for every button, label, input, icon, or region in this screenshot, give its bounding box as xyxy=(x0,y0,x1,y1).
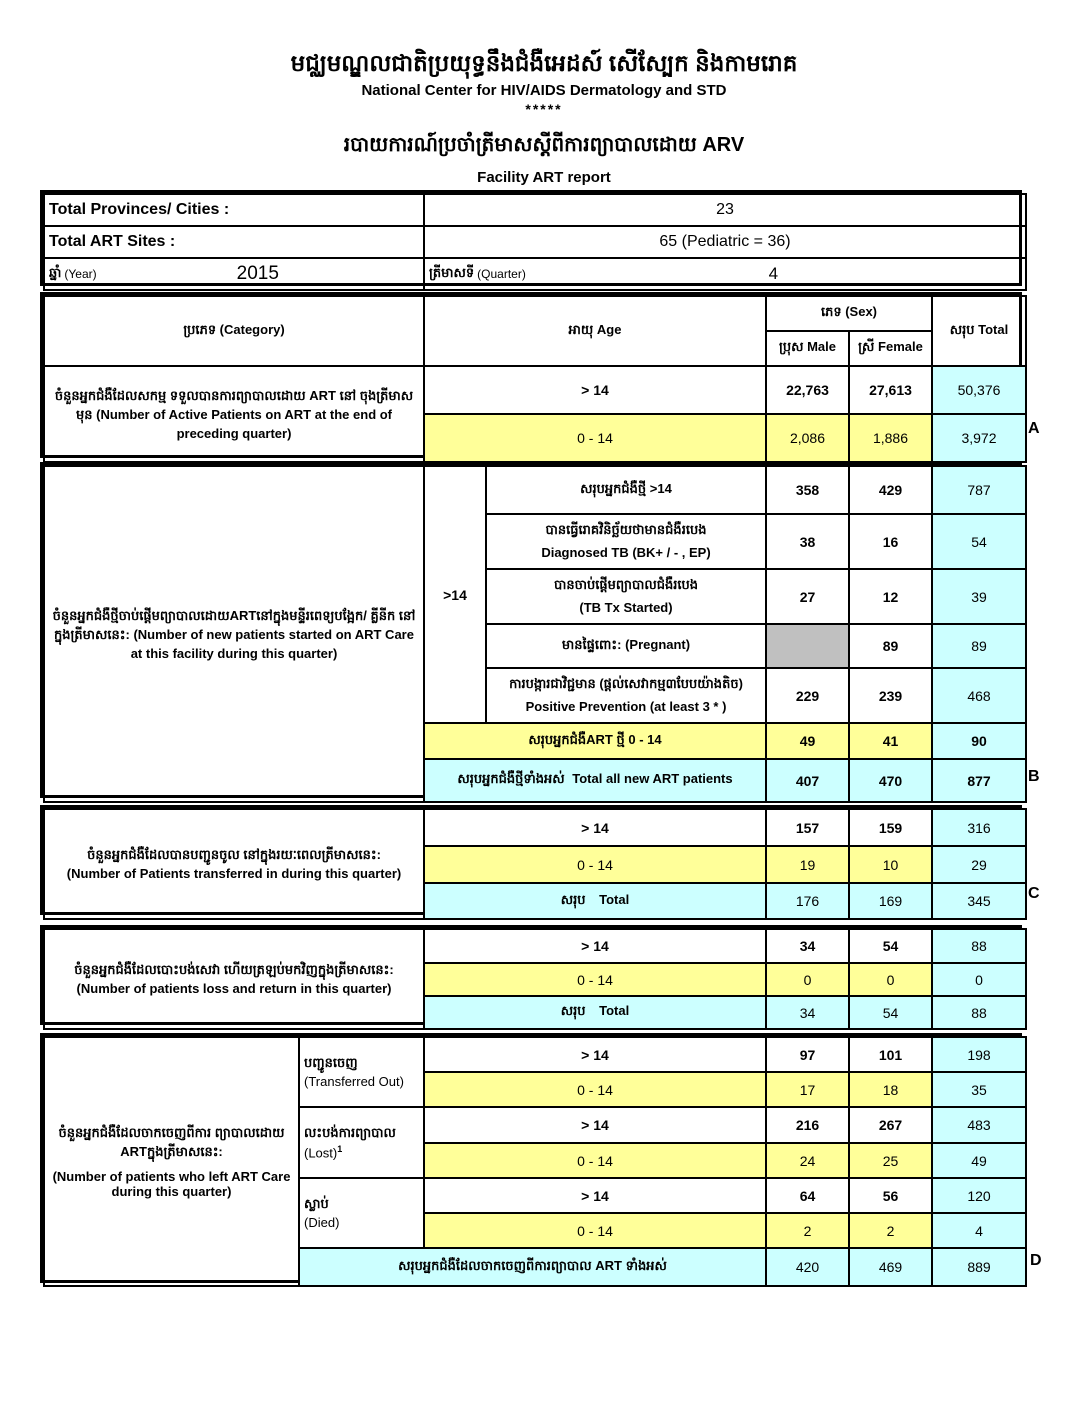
quarter-cell xyxy=(424,258,1026,290)
male-value: 176 xyxy=(766,883,849,919)
female-value: 54 xyxy=(849,929,932,963)
total-value: 50,376 xyxy=(932,366,1026,414)
age-value: 0 - 14 xyxy=(424,1213,766,1248)
section-d-label xyxy=(44,1037,299,1286)
section-a-label-khmer: ចំនួនអ្នកជំងឺដែលសកម្ម ទទួលបានការព្យាបាលដោយ ART នៅ ចុងត្រីមាសមុន xyxy=(54,387,414,422)
total-value: 89 xyxy=(932,624,1026,668)
section-c-label xyxy=(44,809,424,919)
total-value: 468 xyxy=(932,668,1026,723)
provinces-label: Total Provinces/ Cities : xyxy=(44,194,424,226)
group-label-transferred-out xyxy=(299,1037,424,1107)
group-label-khmer: បញ្ជូនចេញ xyxy=(304,1055,358,1070)
male-value: 0 xyxy=(766,963,849,996)
group-label-english xyxy=(304,1074,419,1089)
group-label-lost xyxy=(299,1107,424,1178)
row-label-english: Positive Prevention (at least 3 * ) xyxy=(525,698,727,714)
age-value: > 14 xyxy=(424,1178,766,1213)
female-value: 470 xyxy=(849,759,932,802)
male-value: 157 xyxy=(766,809,849,846)
male-value: 229 xyxy=(766,668,849,723)
group-label-khmer: លះបង់ការព្យាបាល xyxy=(304,1124,396,1140)
section-b-table xyxy=(40,462,1022,798)
row-label-khmer: បានចាប់ផ្ដើមព្យាបាលជំងឺរបេង xyxy=(554,577,698,593)
age-value: > 14 xyxy=(424,1107,766,1143)
category-header: ប្រភេទ (Category) xyxy=(44,296,424,366)
female-value: 89 xyxy=(849,624,932,668)
age-group-cell: >14 xyxy=(424,466,486,723)
male-value: 22,763 xyxy=(766,366,849,414)
male-header: ប្រុស Male xyxy=(766,331,849,366)
total-value: 88 xyxy=(932,996,1026,1029)
section-c-marker: C xyxy=(1028,885,1040,902)
male-value: 420 xyxy=(766,1248,849,1286)
loss-return-over14-row xyxy=(44,929,1026,963)
year-quarter-row xyxy=(44,258,1026,290)
transfer-in-over14-row xyxy=(44,809,1026,846)
header-row-1 xyxy=(44,296,1026,331)
section-b-label-khmer: ចំនួនអ្នកជំងឺថ្មីចាប់ផ្ដើមព្យាបាលដោយARTនៅក្នុងមន្ទីរពេទ្យបង្អែក/ គ្លីនីក នៅក្នុងត្រីមាសនេះ: xyxy=(52,607,416,642)
total-label xyxy=(424,759,766,802)
section-d-table xyxy=(40,1033,1022,1283)
year-label-english: (Year) xyxy=(64,267,97,281)
total-label-english: Total all new ART patients xyxy=(572,771,733,786)
section-c-table xyxy=(40,805,1022,915)
org-title-khmer: មជ្ឈមណ្ឌលជាតិប្រយុទ្ធនឹងជំងឺអេដស៍ សើស្បែក និងកាមរោគ xyxy=(290,50,798,76)
section-a-label xyxy=(44,366,424,462)
total-value: 483 xyxy=(932,1107,1026,1143)
row-label: សរុបអ្នកជំងឺថ្មី >14 xyxy=(486,466,766,514)
row-label-english: (Pregnant) xyxy=(625,636,691,652)
art-sites-label: Total ART Sites : xyxy=(44,226,424,258)
row-label-khmer: ការបង្ការជាវិជ្ជមាន (ផ្ដល់សេវាកម្ម៣បែបយ៉ាងតិច) xyxy=(509,676,743,692)
row-label-khmer: បានធ្វើរោគវិនិច្ឆ័យថាមានជំងឺរបេង xyxy=(545,522,707,538)
group-label-died xyxy=(299,1178,424,1248)
sex-header: ភេទ (Sex) xyxy=(766,296,932,331)
total-value: 787 xyxy=(932,466,1026,514)
total-value: 54 xyxy=(932,514,1026,569)
male-value: 27 xyxy=(766,569,849,624)
total-value: 35 xyxy=(932,1072,1026,1107)
row-label xyxy=(486,514,766,569)
total-value: 316 xyxy=(932,809,1026,846)
age-value: > 14 xyxy=(424,1037,766,1072)
group-label-khmer: ស្លាប់ xyxy=(304,1196,329,1211)
loss-return-label-english: (Number of patients loss and return in this quarter) xyxy=(76,981,392,996)
active-over14-row xyxy=(44,366,1026,414)
group-label-english xyxy=(304,1215,419,1230)
male-value: 19 xyxy=(766,846,849,883)
total-value: 889 xyxy=(932,1248,1026,1286)
year-value: 2015 xyxy=(236,263,279,284)
quarter-label-english: (Quarter) xyxy=(477,267,526,281)
total-label xyxy=(424,996,766,1029)
female-value: 1,886 xyxy=(849,414,932,462)
age-value: > 14 xyxy=(424,809,766,846)
total-label xyxy=(424,883,766,919)
male-value: 358 xyxy=(766,466,849,514)
total-value: 4 xyxy=(932,1213,1026,1248)
row-label-english: Diagnosed TB (BK+ / - , EP) xyxy=(541,544,711,560)
loss-return-label-khmer: ចំនួនអ្នកជំងឺដែលបោះបង់សេវា ហើយត្រឡប់មកវិញក្នុងត្រីមាសនេះ: xyxy=(74,962,394,977)
section-d-marker: D xyxy=(1030,1252,1042,1269)
male-value: 64 xyxy=(766,1178,849,1213)
male-value: 38 xyxy=(766,514,849,569)
male-value: 216 xyxy=(766,1107,849,1143)
total-label-khmer: សរុបអ្នកជំងឺថ្មីទាំងអស់ xyxy=(457,771,565,786)
provinces-value: 23 xyxy=(424,194,1026,226)
female-value: 101 xyxy=(849,1037,932,1072)
report-header xyxy=(0,50,1088,186)
lost-footnote-marker: 1 xyxy=(337,1143,343,1154)
group-label-english-text: (Transferred Out) xyxy=(304,1074,404,1089)
provinces-row xyxy=(44,194,1026,226)
row-label xyxy=(486,569,766,624)
female-value: 169 xyxy=(849,883,932,919)
row-label-khmer: មានផ្ទៃពោះ: xyxy=(561,636,622,652)
section-a-marker: A xyxy=(1028,420,1040,437)
year-label-khmer: ឆ្នាំ xyxy=(49,264,62,280)
section-d-label-khmer-1: ចំនួនអ្នកជំងឺដែលចាកចេញពីការ ព្យាបាលដោយ xyxy=(58,1124,285,1140)
age-value: 0 - 14 xyxy=(424,963,766,996)
section-d-label-khmer-2: ARTក្នុងត្រីមាសនេះ: xyxy=(120,1143,223,1159)
total-label-english: Total xyxy=(599,891,630,907)
total-label: សរុបអ្នកជំងឺដែលចាកចេញពីការព្យាបាល ART ទាំងអស់ xyxy=(299,1248,766,1286)
female-value: 18 xyxy=(849,1072,932,1107)
total-header: សរុប Total xyxy=(932,296,1026,366)
report-title-khmer: របាយការណ៍ប្រចាំត្រីមាសស្ដីពីការព្យាបាលដោយ ARV xyxy=(343,133,745,156)
art-sites-value: 65 (Pediatric = 36) xyxy=(424,226,1026,258)
total-value: 345 xyxy=(932,883,1026,919)
age-header: អាយុ Age xyxy=(424,296,766,366)
row-label-english: (TB Tx Started) xyxy=(579,599,673,615)
male-value: 34 xyxy=(766,929,849,963)
total-value: 29 xyxy=(932,846,1026,883)
org-title-english: National Center for HIV/AIDS Dermatology and STD xyxy=(361,81,727,99)
female-value: 10 xyxy=(849,846,932,883)
group-label-english xyxy=(304,1144,419,1160)
male-value: 407 xyxy=(766,759,849,802)
loss-return-label xyxy=(44,929,424,1029)
total-value: 49 xyxy=(932,1143,1026,1178)
section-d-label-english: (Number of patients who left ART Care during this quarter) xyxy=(52,1168,291,1199)
female-value: 267 xyxy=(849,1107,932,1143)
quarter-label-khmer: ត្រីមាសទី xyxy=(429,264,475,280)
age-value: 0 - 14 xyxy=(424,414,766,462)
age-value: > 14 xyxy=(424,366,766,414)
total-value: 198 xyxy=(932,1037,1026,1072)
female-value: 429 xyxy=(849,466,932,514)
female-value: 2 xyxy=(849,1213,932,1248)
female-value: 54 xyxy=(849,996,932,1029)
female-value: 16 xyxy=(849,514,932,569)
report-title-english: Facility ART report xyxy=(477,168,611,186)
total-value: 3,972 xyxy=(932,414,1026,462)
loss-return-table xyxy=(40,925,1022,1025)
total-value: 0 xyxy=(932,963,1026,996)
female-value: 159 xyxy=(849,809,932,846)
female-value: 469 xyxy=(849,1248,932,1286)
row-label xyxy=(486,668,766,723)
male-value-blocked xyxy=(766,624,849,668)
age-value: 0 - 14 xyxy=(424,1143,766,1178)
section-c-label-khmer: ចំនួនអ្នកជំងឺដែលបានបញ្ជូនចូល នៅក្នុងរយៈពេលត្រីមាសនេះ: xyxy=(87,847,381,862)
total-value: 877 xyxy=(932,759,1026,802)
age-value: 0 - 14 xyxy=(424,1072,766,1107)
section-b-label-english: (Number of new patients started on ART Care at this facility during this quarter) xyxy=(130,626,414,661)
male-value: 49 xyxy=(766,723,849,759)
star-divider: ***** xyxy=(525,100,563,117)
section-a-table xyxy=(40,292,1022,458)
female-value: 27,613 xyxy=(849,366,932,414)
total-value: 88 xyxy=(932,929,1026,963)
summary-info-table xyxy=(40,190,1022,286)
total-label-khmer: សរុប xyxy=(560,891,586,907)
section-a-label-english: (Number of Active Patients on ART at the end of preceding quarter) xyxy=(96,406,393,441)
section-b-marker: B xyxy=(1028,768,1040,785)
total-label-khmer: សរុប xyxy=(560,1003,586,1018)
section-b-label xyxy=(44,466,424,802)
total-value: 39 xyxy=(932,569,1026,624)
male-value: 97 xyxy=(766,1037,849,1072)
row-label xyxy=(486,624,766,668)
section-c-label-english: (Number of Patients transferred in during this quarter) xyxy=(66,866,402,881)
age-value: 0 - 14 xyxy=(424,846,766,883)
female-value: 0 xyxy=(849,963,932,996)
male-value: 2 xyxy=(766,1213,849,1248)
group-label-english-text: (Lost) xyxy=(304,1145,338,1161)
art-sites-row xyxy=(44,226,1026,258)
quarter-value: 4 xyxy=(768,264,779,283)
female-value: 239 xyxy=(849,668,932,723)
transferred-out-over14-row xyxy=(44,1037,1026,1072)
total-value: 90 xyxy=(932,723,1026,759)
male-value: 2,086 xyxy=(766,414,849,462)
year-cell xyxy=(44,258,424,290)
total-value: 120 xyxy=(932,1178,1026,1213)
female-value: 25 xyxy=(849,1143,932,1178)
female-header: ស្រី Female xyxy=(849,331,932,366)
male-value: 24 xyxy=(766,1143,849,1178)
group-label-english-text: (Died) xyxy=(304,1215,340,1230)
female-value: 41 xyxy=(849,723,932,759)
age-value: > 14 xyxy=(424,929,766,963)
female-value: 12 xyxy=(849,569,932,624)
subtotal-label: សរុបអ្នកជំងឺART ថ្មី 0 - 14 xyxy=(424,723,766,759)
new-total-over14-row xyxy=(44,466,1026,514)
total-label-english: Total xyxy=(599,1003,630,1018)
male-value: 34 xyxy=(766,996,849,1029)
female-value: 56 xyxy=(849,1178,932,1213)
male-value: 17 xyxy=(766,1072,849,1107)
